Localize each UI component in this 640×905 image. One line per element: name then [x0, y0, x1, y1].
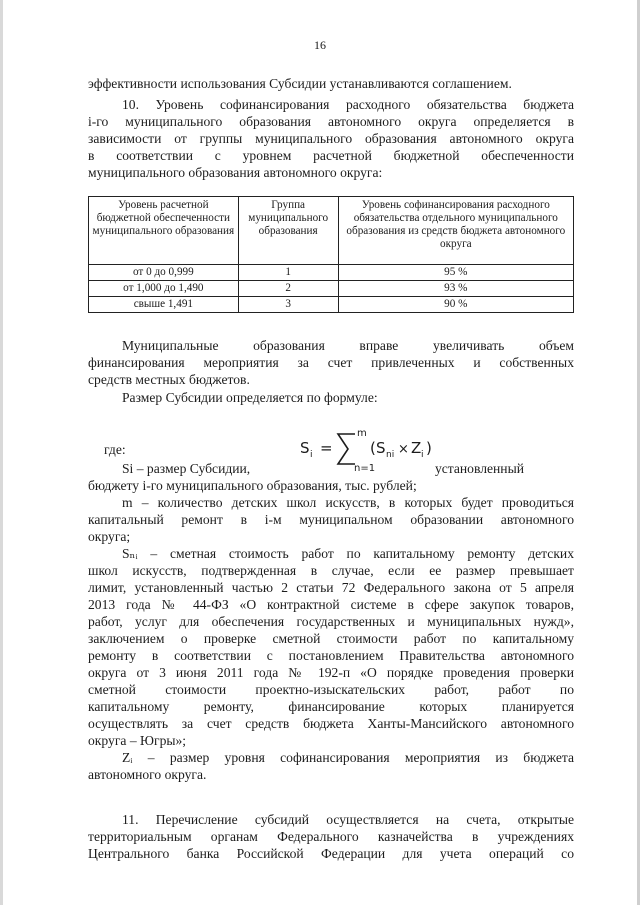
- def-si-right: установленный: [434, 461, 524, 476]
- table-row: [89, 297, 574, 313]
- term-z-subscript: i: [421, 450, 424, 460]
- cell-group: 3: [238, 297, 338, 313]
- text-line: Размер Субсидии определяется по формуле:: [122, 390, 378, 405]
- text-line: Sₙᵢ – сметная стоимость работ по капитальному ремонту детских: [122, 546, 574, 561]
- term-s-subscript: ni: [386, 450, 395, 460]
- text-line: сметной стоимости проектно-изыскательских работ, работ по: [88, 682, 574, 697]
- sum-upper-limit: m: [357, 428, 367, 439]
- paragraph-11: [88, 811, 574, 862]
- text-line: лимит, установленный частью 2 статьи 72 Федерального закона от 5 апреля: [88, 580, 574, 595]
- text-line: территориальным органам Федерального казначейства в учреждениях: [88, 829, 574, 844]
- text-line: i-го муниципального образования автономного округа определяется в: [88, 114, 574, 129]
- text-line: бюджету i-го муниципального образования, тыс. рублей;: [88, 478, 417, 493]
- def-si-line: [88, 460, 574, 477]
- text-line: эффективности использования Субсидии устанавливаются соглашением.: [88, 76, 512, 91]
- svg-text:=: =: [320, 439, 333, 457]
- text-line: ремонту в соответствии с постановлением Правительства автономного: [88, 648, 574, 663]
- text-line: школ искусств, подтвержденная в случае, если ее размер превышает: [88, 563, 574, 578]
- municipal-paragraph: [88, 337, 574, 388]
- table-row: [89, 265, 574, 281]
- cell-level: от 0 до 0,999: [89, 265, 239, 281]
- intro-paragraph: [88, 75, 574, 92]
- cell-group: 1: [238, 265, 338, 281]
- header-group: Группа муниципального образования: [238, 197, 338, 265]
- header-cofinancing-level: Уровень софинансирования расходного обязательства отдельного муниципального образования из средств бюджета автономного округа: [338, 197, 573, 265]
- table-header-row: [89, 197, 574, 265]
- text-line: Муниципальные образования вправе увеличивать объем: [122, 338, 574, 353]
- cell-level: от 1,000 до 1,490: [89, 281, 239, 297]
- text-line: Центрального банка Российской Федерации для учета операций со: [88, 846, 574, 861]
- svg-text:(: (: [370, 439, 376, 457]
- term-z: Z: [411, 439, 422, 457]
- text-line: округа;: [88, 529, 131, 544]
- where-label: где:: [104, 442, 126, 457]
- def-si-left: Si – размер Субсидии,: [122, 461, 251, 476]
- page-number: 16: [314, 38, 326, 52]
- text-line: зависимости от группы муниципального образования автономного округа: [88, 131, 574, 146]
- term-s: S: [376, 439, 386, 457]
- text-line: автономного округа.: [88, 767, 207, 782]
- svg-text:): ): [426, 439, 432, 457]
- cell-rate: 93 %: [338, 281, 573, 297]
- text-line: 2013 года № 44-ФЗ «О контрактной системе в сфере закупок товаров,: [88, 597, 574, 612]
- text-line: в соответствии с уровнем расчетной бюджетной обеспеченности: [88, 148, 574, 163]
- text-line: Zᵢ – размер уровня софинансирования мероприятия из бюджета: [122, 750, 574, 765]
- table-row: [89, 281, 574, 297]
- text-line: округа – Югры»;: [88, 733, 187, 748]
- cell-level: свыше 1,491: [89, 297, 239, 313]
- text-line: 10. Уровень софинансирования расходного обязательства бюджета: [122, 97, 574, 112]
- size-paragraph: [88, 389, 574, 406]
- text-line: капитальному ремонту, финансирование которых планируется: [88, 699, 574, 714]
- left-scan-edge: [0, 0, 3, 905]
- cofinancing-table: [88, 196, 574, 313]
- paragraph-10: [88, 96, 574, 181]
- text-line: муниципального образования автономного округа:: [88, 165, 383, 180]
- text-line: капитальный ремонт в i-м муниципальном образовании автономного: [88, 512, 574, 527]
- cell-rate: 90 %: [338, 297, 573, 313]
- sum-lower-limit: n=1: [354, 463, 376, 474]
- cell-group: 2: [238, 281, 338, 297]
- text-line: m – количество детских школ искусств, в которых будет проводиться: [122, 495, 574, 510]
- text-line: финансирования мероприятия за счет привлеченных и собственных: [88, 355, 574, 370]
- formula-lhs: S: [300, 439, 310, 457]
- text-line: работ, услуг для обеспечения государственных и муниципальных нужд»,: [88, 614, 574, 629]
- text-line: средств местных бюджетов.: [88, 372, 250, 387]
- definitions: [88, 460, 574, 783]
- header-budget-level: Уровень расчетной бюджетной обеспеченности муниципального образования: [89, 197, 239, 265]
- multiply-sign: ×: [398, 442, 409, 457]
- text-line: 11. Перечисление субсидий осуществляется на счета, открытые: [122, 812, 574, 827]
- cell-rate: 95 %: [338, 265, 573, 281]
- text-line: округа от 3 июня 2011 года № 192-п «О порядке проведения проверки: [88, 665, 574, 680]
- text-line: осуществлять за счет средств бюджета Ханты-Мансийского автономного: [88, 716, 574, 731]
- text-line: заключением о проверке сметной стоимости работ по капитальному: [88, 631, 574, 646]
- formula-lhs-subscript: i: [310, 450, 313, 460]
